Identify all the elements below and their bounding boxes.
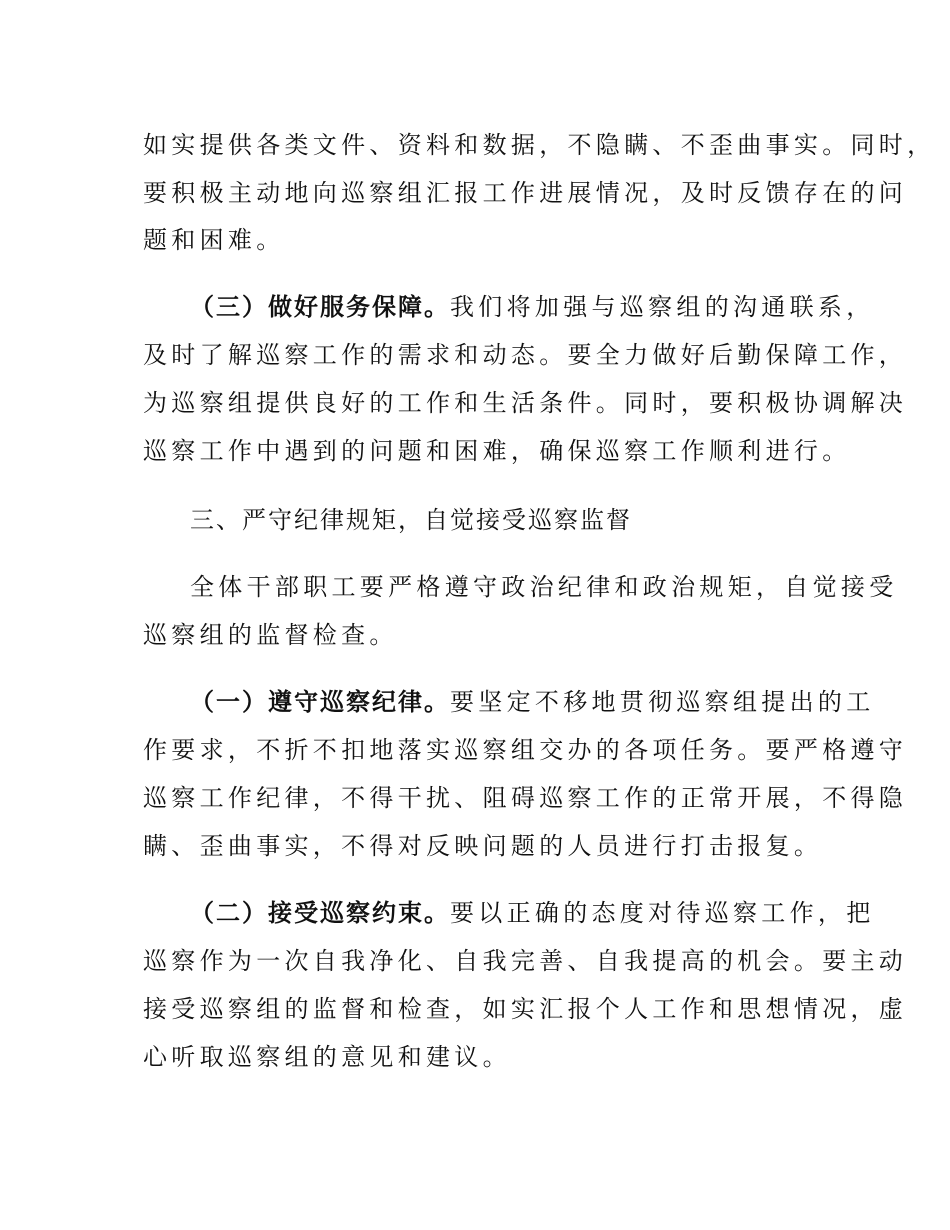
text-run: 我们将加强与巡察组的沟通联系，	[450, 293, 875, 321]
text-line: 全体干部职工要严格遵守政治纪律和政治规矩，自觉接受	[190, 573, 898, 601]
text-run: 要以正确的态度对待巡察工作，把	[450, 899, 875, 927]
subheading-lead: （三）做好服务保障。	[190, 293, 450, 321]
section-heading: 三、严守纪律规矩，自觉接受巡察监督	[190, 506, 632, 534]
text-line: 巡察工作中遇到的问题和困难，确保巡察工作顺利进行。	[143, 437, 851, 465]
text-line: 心听取巡察组的意见和建议。	[143, 1043, 511, 1071]
text-line: 及时了解巡察工作的需求和动态。要全力做好后勤保障工作，	[143, 341, 908, 369]
text-line: 瞒、歪曲事实，不得对反映问题的人员进行打击报复。	[143, 832, 823, 860]
text-line: 巡察组的监督检查。	[143, 621, 398, 649]
text-line: 要积极主动地向巡察组汇报工作进展情况，及时反馈存在的问	[143, 179, 908, 207]
subheading-lead: （二）接受巡察约束。	[190, 899, 450, 927]
subheading-lead: （一）遵守巡察纪律。	[190, 688, 450, 716]
text-line	[190, 889, 875, 937]
text-line	[190, 678, 875, 726]
text-line: 作要求，不折不扣地落实巡察组交办的各项任务。要严格遵守	[143, 736, 908, 764]
text-line: 题和困难。	[143, 226, 285, 254]
text-run: 要坚定不移地贯彻巡察组提出的工	[450, 688, 875, 716]
text-line	[190, 283, 875, 331]
text-line: 巡察作为一次自我净化、自我完善、自我提高的机会。要主动	[143, 947, 908, 975]
text-line: 巡察工作纪律，不得干扰、阻碍巡察工作的正常开展，不得隐	[143, 784, 908, 812]
text-line: 接受巡察组的监督和检查，如实汇报个人工作和思想情况，虚	[143, 995, 908, 1023]
text-line: 如实提供各类文件、资料和数据，不隐瞒、不歪曲事实。同时，	[143, 131, 936, 159]
text-line: 为巡察组提供良好的工作和生活条件。同时，要积极协调解决	[143, 389, 908, 417]
